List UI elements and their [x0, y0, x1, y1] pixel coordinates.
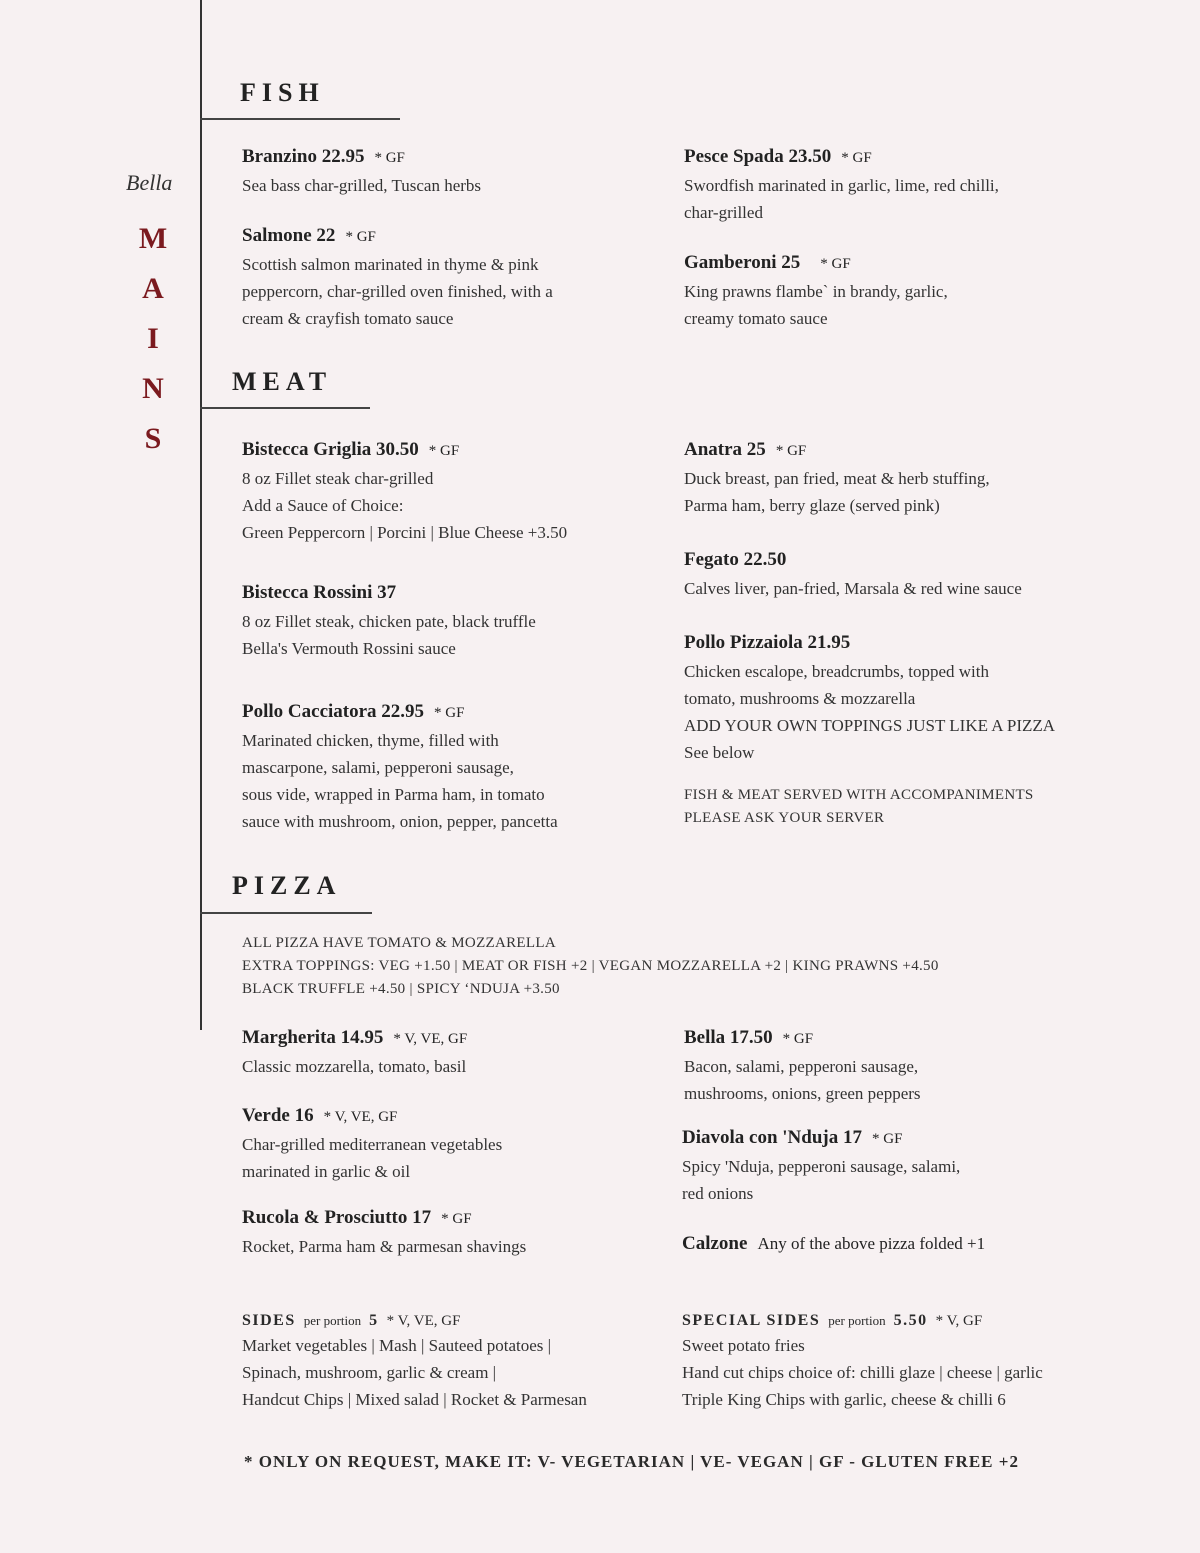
special-sides-line: Triple King Chips with garlic, cheese & chilli 6	[682, 1390, 1006, 1409]
item-desc: Swordfish marinated in garlic, lime, red chilli,	[684, 176, 999, 195]
menu-item-diavola	[682, 1127, 960, 1207]
item-desc: mushrooms, onions, green peppers	[684, 1084, 921, 1103]
item-desc: Bacon, salami, pepperoni sausage,	[684, 1057, 919, 1076]
item-title: Bistecca Rossini 37	[242, 582, 397, 603]
sides-title: SIDES	[242, 1312, 296, 1329]
item-desc: creamy tomato sauce	[684, 309, 828, 328]
mains-letter-a: A	[142, 272, 164, 305]
item-tag: * V, VE, GF	[323, 1109, 398, 1125]
item-title: Rucola & Prosciutto 17	[242, 1207, 432, 1228]
item-desc: sous vide, wrapped in Parma ham, in tomato	[242, 785, 545, 804]
section-title-pizza: PIZZA	[232, 871, 342, 900]
item-desc: Any of the above pizza folded +1	[757, 1234, 986, 1253]
note-line: PLEASE ASK YOUR SERVER	[684, 810, 885, 826]
mains-letter-s: S	[144, 422, 162, 455]
item-title: Bistecca Griglia 30.50	[242, 439, 419, 460]
sides-line: Handcut Chips | Mixed salad | Rocket & Parmesan	[242, 1390, 587, 1409]
pizza-notes	[242, 932, 939, 1001]
item-desc: Rocket, Parma ham & parmesan shavings	[242, 1237, 527, 1256]
item-desc: See below	[684, 743, 755, 762]
special-sides-block	[682, 1312, 1043, 1413]
sides-line: Spinach, mushroom, garlic & cream |	[242, 1363, 497, 1382]
item-tag: * GF	[374, 150, 405, 166]
item-tag: * GF	[841, 150, 872, 166]
note-line: BLACK TRUFFLE +4.50 | SPICY ‘NDUJA +3.50	[242, 981, 560, 997]
menu-item-verde	[242, 1105, 502, 1185]
item-desc: Sea bass char-grilled, Tuscan herbs	[242, 176, 482, 195]
item-tag: * GF	[775, 443, 807, 459]
item-desc: sauce with mushroom, onion, pepper, pancetta	[242, 812, 558, 831]
menu-item-anatra	[684, 439, 990, 519]
item-desc: Spicy 'Nduja, pepperoni sausage, salami,	[682, 1157, 961, 1176]
menu-item-calzone	[682, 1233, 985, 1255]
accompaniments-note	[684, 784, 1034, 830]
item-desc: Add a Sauce of Choice:	[242, 496, 404, 515]
sides-per: per portion	[303, 1313, 362, 1328]
item-title: Verde 16	[242, 1105, 314, 1126]
special-sides-title: SPECIAL SIDES	[682, 1312, 821, 1329]
item-tag: * GF	[428, 443, 460, 459]
menu-item-rucola-prosciutto	[242, 1207, 526, 1260]
item-title: Diavola con 'Nduja 17	[682, 1127, 862, 1148]
item-desc: Marinated chicken, thyme, filled with	[242, 731, 499, 750]
menu-item-salmone	[242, 225, 553, 332]
item-tag: * GF	[441, 1211, 472, 1227]
mains-letter-n: N	[142, 372, 164, 405]
sides-price: 5	[369, 1312, 379, 1329]
item-title: Margherita 14.95	[242, 1027, 384, 1048]
item-title: Calzone	[682, 1233, 748, 1254]
menu-item-branzino	[242, 146, 481, 199]
item-desc: Scottish salmon marinated in thyme & pink	[242, 255, 539, 274]
item-title: Fegato 22.50	[684, 549, 787, 570]
item-desc: Bella's Vermouth Rossini sauce	[242, 639, 456, 658]
item-title: Pollo Cacciatora 22.95	[242, 701, 425, 722]
item-desc: Duck breast, pan fried, meat & herb stuffing,	[684, 469, 990, 488]
menu-item-fegato	[684, 549, 1022, 602]
sides-line: Market vegetables | Mash | Sauteed potatoes |	[242, 1336, 552, 1355]
item-tag: * GF	[820, 256, 851, 272]
item-desc: mascarpone, salami, pepperoni sausage,	[242, 758, 514, 777]
menu-item-pesce-spada	[684, 146, 999, 226]
sides-block	[242, 1312, 587, 1413]
item-title: Branzino 22.95	[242, 146, 365, 167]
note-line: FISH & MEAT SERVED WITH ACCOMPANIMENTS	[684, 787, 1034, 803]
section-rule-meat	[200, 407, 370, 409]
item-desc: char-grilled	[684, 203, 763, 222]
item-title: Pollo Pizzaiola 21.95	[684, 632, 851, 653]
item-desc: Parma ham, berry glaze (served pink)	[684, 496, 940, 515]
item-title: Bella 17.50	[684, 1027, 773, 1048]
special-sides-line: Hand cut chips choice of: chilli glaze | cheese | garlic	[682, 1363, 1043, 1382]
menu-item-gamberoni	[684, 252, 948, 332]
mains-letter-m: M	[138, 222, 168, 255]
item-desc: Classic mozzarella, tomato, basil	[242, 1057, 467, 1076]
item-tag: * GF	[345, 229, 376, 245]
item-tag: * V, VE, GF	[393, 1031, 468, 1047]
menu-item-pollo-cacciatora	[242, 701, 558, 835]
item-desc: Char-grilled mediterranean vegetables	[242, 1135, 503, 1154]
item-desc: tomato, mushrooms & mozzarella	[684, 689, 916, 708]
item-desc: marinated in garlic & oil	[242, 1162, 411, 1181]
note-line: EXTRA TOPPINGS: VEG +1.50 | MEAT OR FISH +2 | VEGAN MOZZARELLA +2 | KING PRAWNS +4.50	[242, 958, 939, 974]
menu-item-bella	[684, 1027, 921, 1107]
item-tag: * GF	[872, 1131, 903, 1147]
note-line: ALL PIZZA HAVE TOMATO & MOZZARELLA	[242, 935, 556, 951]
section-title-fish: FISH	[240, 78, 325, 107]
dietary-footer-note: * ONLY ON REQUEST, MAKE IT: V- VEGETARIAN | VE- VEGAN | GF - GLUTEN FREE +2	[244, 1452, 1019, 1471]
item-desc: Chicken escalope, breadcrumbs, topped with	[684, 662, 989, 681]
item-desc: ADD YOUR OWN TOPPINGS JUST LIKE A PIZZA	[684, 716, 1056, 735]
item-title: Gamberoni 25	[684, 252, 801, 273]
item-tag: * GF	[782, 1031, 814, 1047]
brand-name: Bella	[126, 170, 173, 195]
item-desc: 8 oz Fillet steak, chicken pate, black truffle	[242, 612, 536, 631]
section-title-meat: MEAT	[232, 367, 333, 396]
special-sides-tag: * V, GF	[935, 1313, 983, 1329]
sides-tag: * V, VE, GF	[386, 1313, 461, 1329]
menu-item-pollo-pizzaiola	[684, 632, 1055, 766]
item-desc: red onions	[682, 1184, 754, 1203]
vertical-divider	[200, 0, 202, 1030]
item-desc: 8 oz Fillet steak char-grilled	[242, 469, 434, 488]
menu-item-bistecca-griglia	[242, 439, 567, 546]
item-title: Pesce Spada 23.50	[684, 146, 832, 167]
item-desc: cream & crayfish tomato sauce	[242, 309, 454, 328]
item-desc: King prawns flambe` in brandy, garlic,	[684, 282, 948, 301]
item-title: Salmone 22	[242, 225, 336, 246]
item-title: Anatra 25	[684, 439, 766, 460]
menu-item-margherita	[242, 1027, 467, 1080]
special-sides-line: Sweet potato fries	[682, 1336, 805, 1355]
item-desc: Green Peppercorn | Porcini | Blue Cheese +3.50	[242, 523, 568, 542]
section-rule-fish	[200, 118, 400, 120]
item-tag: * GF	[434, 705, 465, 721]
mains-letter-i: I	[147, 322, 159, 355]
section-rule-pizza	[200, 912, 372, 914]
item-desc: Calves liver, pan-fried, Marsala & red wine sauce	[684, 579, 1022, 598]
special-sides-price: 5.50	[893, 1312, 928, 1329]
special-sides-per: per portion	[828, 1313, 886, 1328]
menu-item-bistecca-rossini	[242, 582, 536, 662]
item-desc: peppercorn, char-grilled oven finished, with a	[242, 282, 553, 301]
